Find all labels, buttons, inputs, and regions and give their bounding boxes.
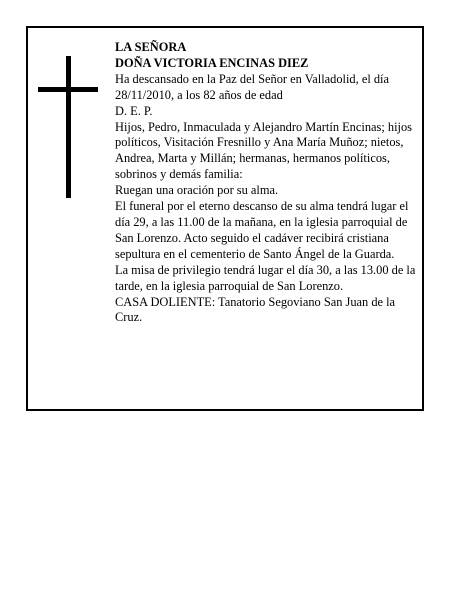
- obituary-notice: [26, 26, 424, 411]
- cross-vertical-bar: [66, 56, 71, 198]
- funeral-details: El funeral por el eterno descanso de su alma tendrá lugar el día 29, a las 11.00 de la mañana, en la iglesia parroquial de San Lorenzo. Acto seguido el cadáver recibirá cristiana sepultura en el cementerio de Santo Ángel de la Guarda.: [115, 199, 409, 261]
- notice-body: [115, 40, 420, 326]
- family-list: Hijos, Pedro, Inmaculada y Alejandro Martín Encinas; hijos políticos, Visitación Fresnillo y Ana María Muñoz; nietos, Andrea, Marta y Millán; hermanas, hermanos políticos, sobrinos y demás familia:: [115, 119, 412, 182]
- rest-in-peace: D. E. P.: [115, 103, 153, 118]
- deceased-name: DOÑA VICTORIA ENCINAS DIEZ: [115, 55, 309, 70]
- mourning-house: CASA DOLIENTE: Tanatorio Segoviano San Juan de la Cruz.: [115, 294, 396, 325]
- cross-horizontal-bar: [38, 87, 98, 92]
- cross-icon: [38, 56, 98, 198]
- mass-details: La misa de privilegio tendrá lugar el día 30, a las 13.00 de la tarde, en la iglesia parroquial de San Lorenzo.: [115, 262, 416, 293]
- notice-heading-title: LA SEÑORA: [115, 40, 187, 54]
- prayer-request: Ruegan una oración por su alma.: [115, 183, 279, 198]
- death-announcement: Ha descansado en la Paz del Señor en Valladolid, el día 28/11/2010, a los 82 años de edad: [115, 71, 389, 102]
